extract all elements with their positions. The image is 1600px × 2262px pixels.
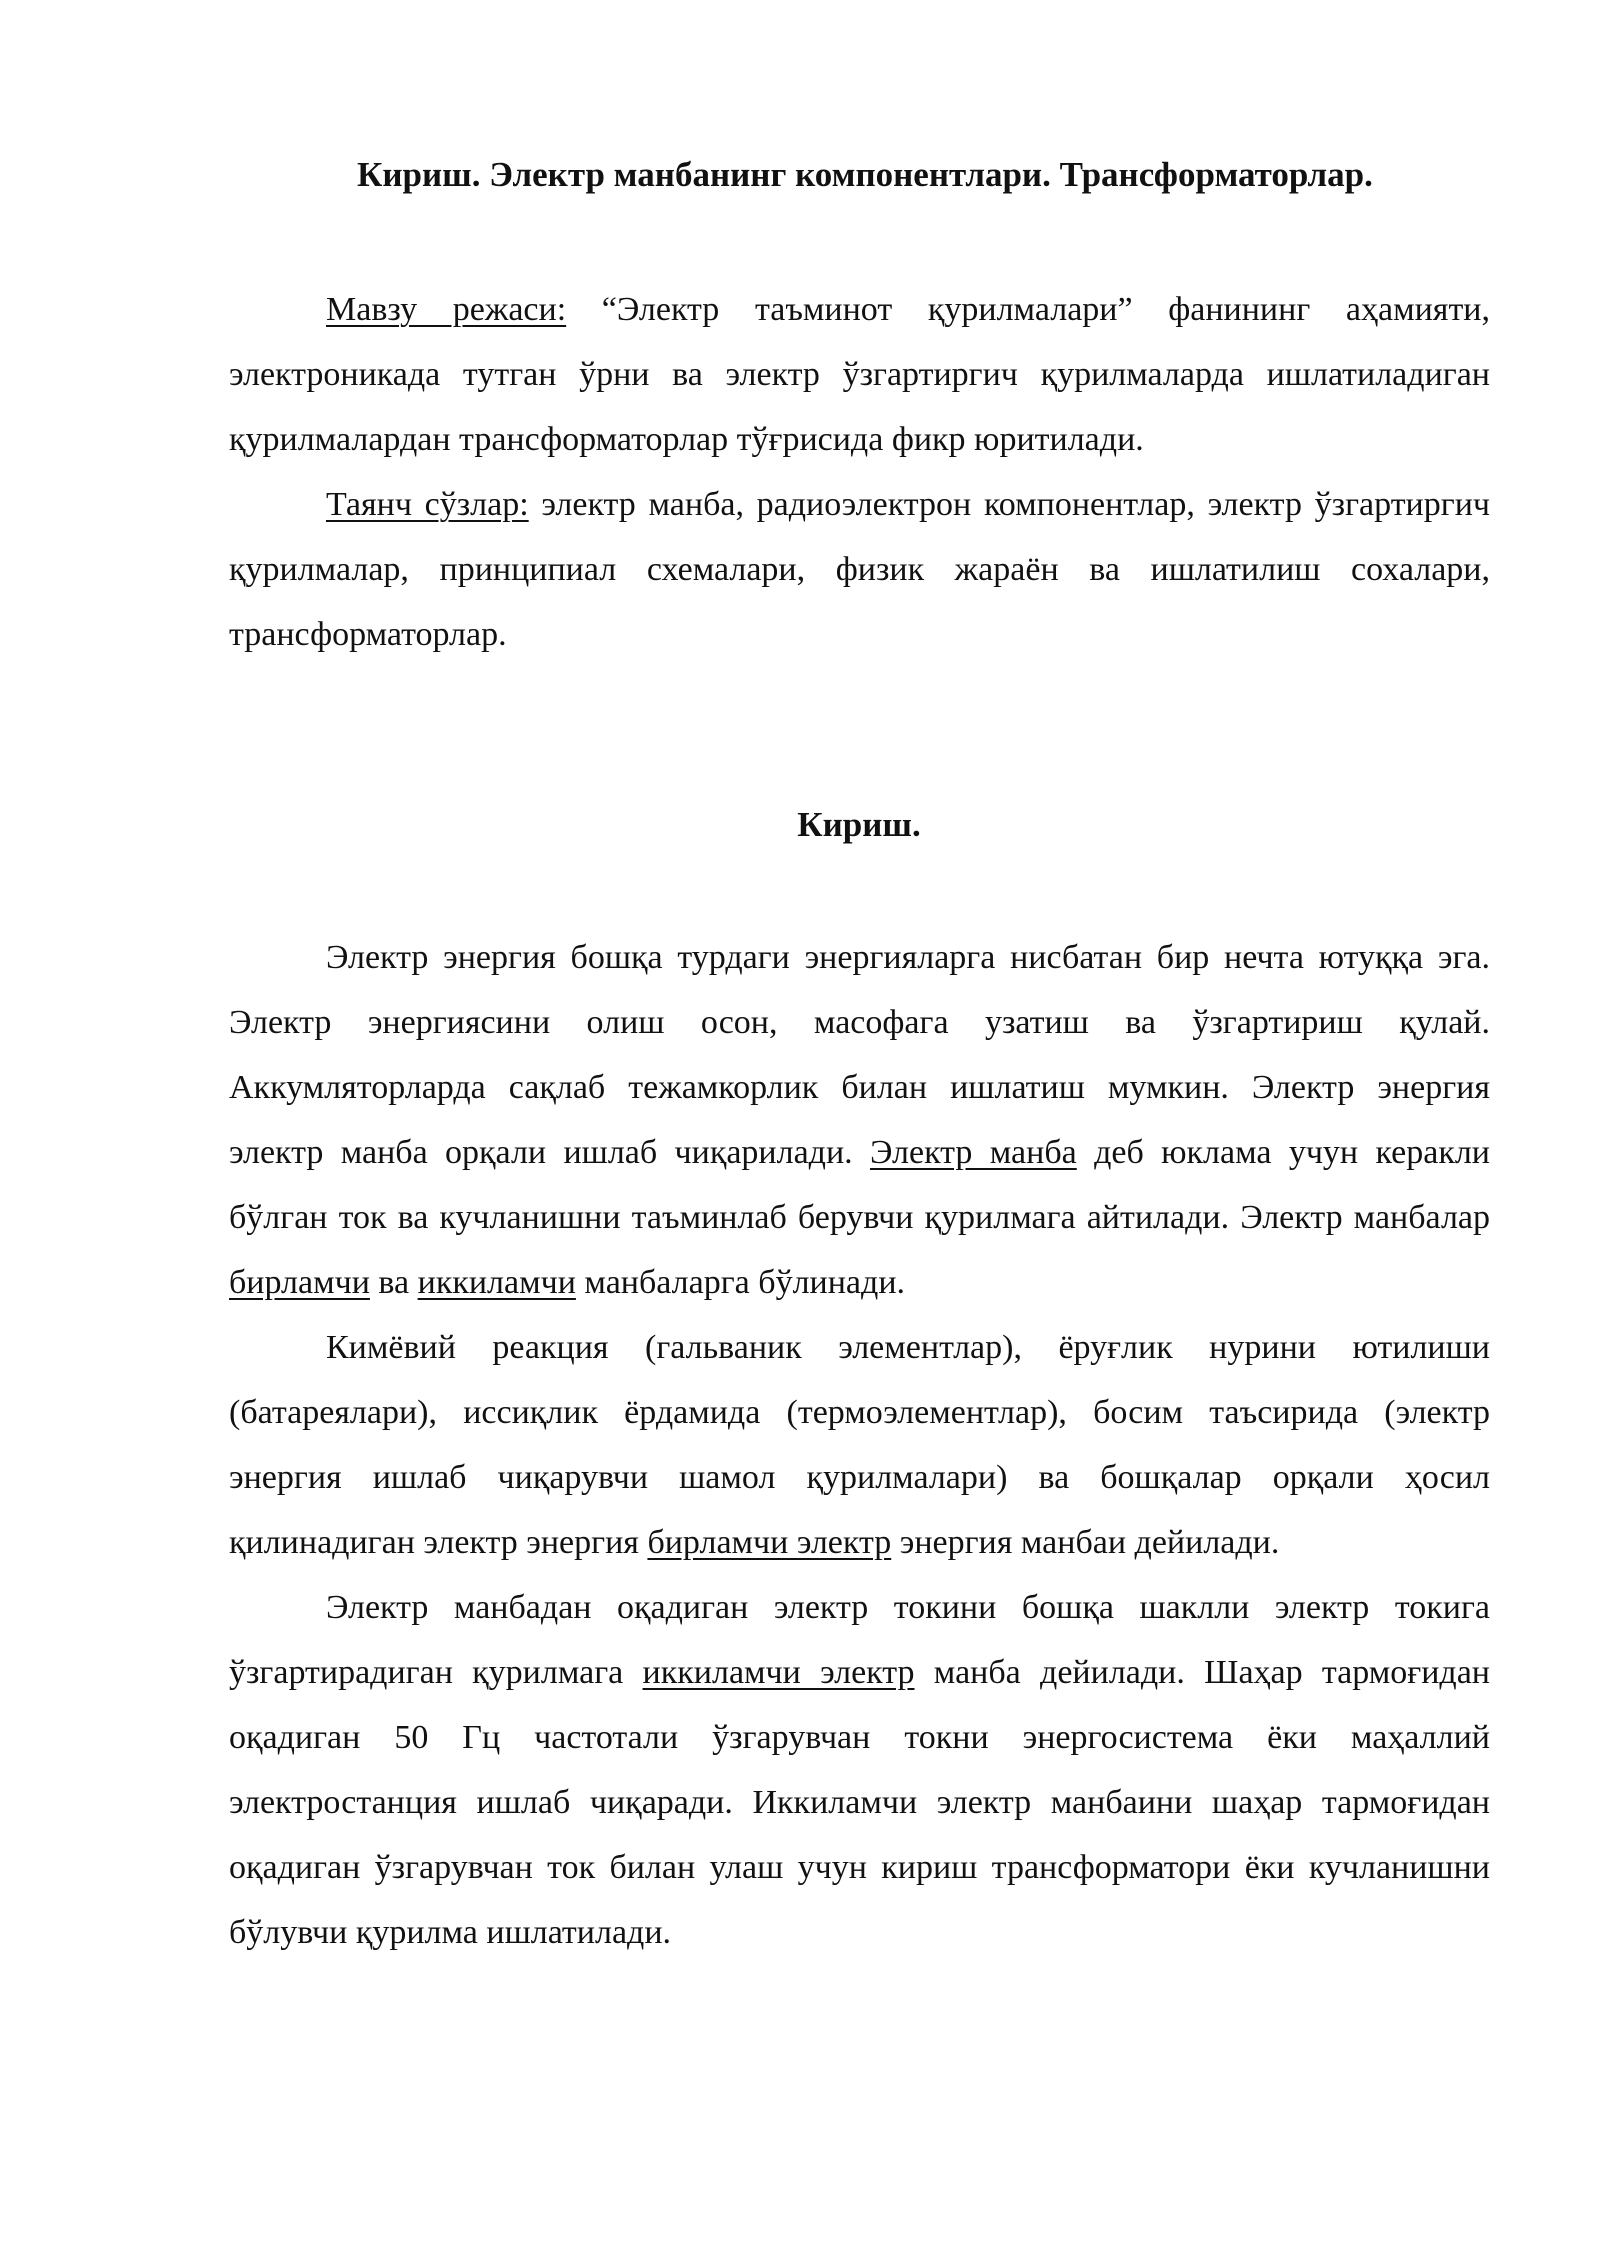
body-paragraph-1 (229, 925, 1490, 1315)
paragraph-text: ва (369, 1264, 418, 1301)
underlined-term: иккиламчи электр (642, 1654, 915, 1691)
paragraph-text: манбаларга бўлинади. (575, 1264, 906, 1301)
keywords-label: Таянч сўзлар: (326, 486, 529, 523)
body-paragraph-2 (229, 1315, 1490, 1575)
keywords-paragraph (229, 472, 1490, 667)
paragraph-text: Кимёвий реакция (гальваник элементлар), ёруғлик нурини ютилиши (батареялари), иссиқлик ёрдамида (термоэлементлар), босим таъсирида (электр энергия ишлаб чиқарувчи шамол қурилмалари) ва бошқалар орқали ҳосил қилинадиган электр энергия (229, 1329, 1490, 1561)
keywords-text: электр манба, радиоэлектрон компонентлар, электр ўзгартиргич қурилмалар, принципиал схемалари, физик жараён ва ишлатилиш сохалари, трансформаторлар. (229, 486, 1490, 653)
paragraph-text: энергия манбаи дейилади. (891, 1524, 1280, 1561)
topic-plan-label: Мавзу режаси: (326, 291, 567, 328)
document-title: Кириш. Электр манбанинг компонентлари. Трансформаторлар. (357, 155, 1373, 194)
topic-plan-paragraph (229, 277, 1490, 472)
paragraph-text: Электр энергия бошқа турдаги энергияларга нисбатан бир нечта ютуққа эга. Электр энергиясини олиш осон, масофага узатиш ва ўзгартириш қулай. Аккумляторларда сақлаб тежамкорлик билан ишлатиш мумкин. Электр энергия электр манба орқали ишлаб чиқарилади. (229, 939, 1490, 1171)
topic-plan-text: “Электр таъминот қурилмалари” фанининг аҳамияти, электроникада тутган ўрни ва электр ўзгартиргич қурилмаларда ишлатиладиган қурилмалардан трансформаторлар тўғрисида фикр юритилади. (229, 291, 1491, 458)
section-heading: Кириш. (797, 805, 921, 844)
paragraph-text: манба дейилади. Шаҳар тармоғидан оқадиган 50 Гц частотали ўзгарувчан токни энергосистема ёки маҳаллий электростанция ишлаб чиқаради. Иккиламчи электр манбаини шаҳар тармоғидан оқадиган ўзгарувчан ток билан улаш учун кириш трансформатори ёки кучланишни бўлувчи қурилма ишлатилади. (229, 1654, 1490, 1951)
topic-intro-block (229, 277, 1490, 667)
paragraph-text: Электр манбадан оқадиган электр токини бошқа шаклли электр токига ўзгартирадиган қурилмага (229, 1589, 1490, 1691)
underlined-term: бирламчи электр (647, 1524, 892, 1561)
underlined-term: бирламчи (229, 1264, 370, 1301)
body-paragraph-3 (229, 1575, 1490, 1965)
underlined-term: иккиламчи (417, 1264, 576, 1301)
underlined-term: Электр манба (870, 1134, 1077, 1171)
paragraph-text: деб юклама учун керакли бўлган ток ва кучланишни таъминлаб берувчи қурилмага айтилади. Электр манбалар (229, 1134, 1491, 1236)
introduction-body (229, 925, 1490, 1965)
